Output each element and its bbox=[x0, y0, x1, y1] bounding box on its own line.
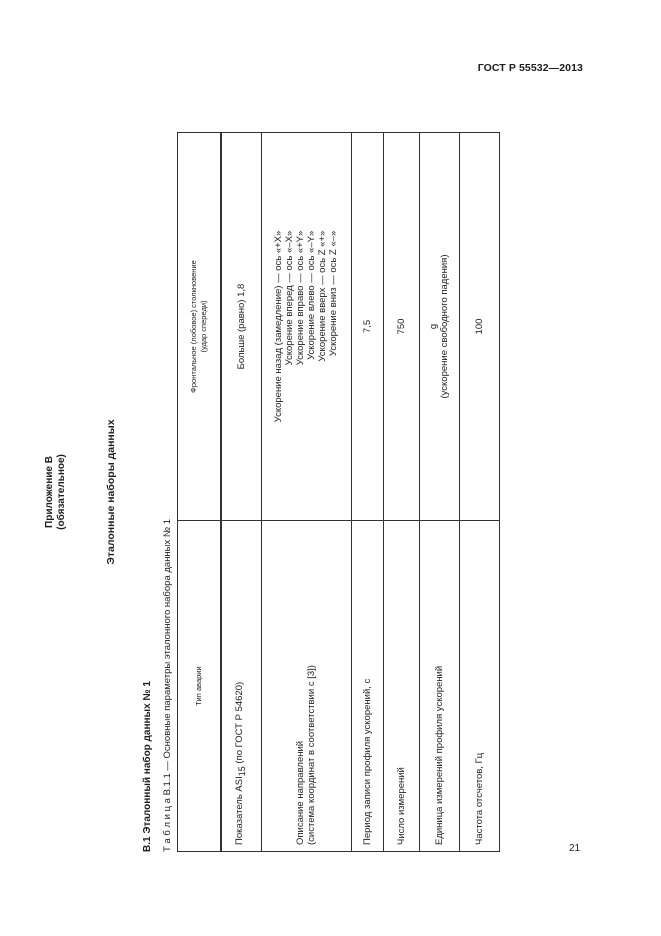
unit-label: Единица измерений профиля ускорений bbox=[433, 665, 445, 845]
table-row bbox=[383, 133, 419, 852]
unit-value-line1: g bbox=[428, 323, 439, 330]
direction-item: Ускорение вниз — ось Z «–» bbox=[328, 230, 339, 357]
direction-item: Ускорение влево — ось «–Y» bbox=[306, 230, 317, 360]
header-value-line2: (удар спереди) bbox=[199, 300, 208, 353]
section-title: Эталонные наборы данных bbox=[105, 419, 117, 565]
directions-list bbox=[273, 231, 339, 423]
asi-label-cell bbox=[221, 521, 261, 852]
table-row bbox=[261, 133, 351, 852]
period-label: Период записи профиля ускорений, с bbox=[361, 678, 373, 845]
header-label: Тип аварии bbox=[194, 666, 203, 706]
subsection-title: В.1 Эталонный набор данных № 1 bbox=[142, 681, 153, 852]
parameters-table bbox=[177, 132, 500, 852]
period-label-cell bbox=[351, 521, 383, 852]
direction-item: Ускорение вверх — ось Z «+» bbox=[317, 230, 328, 362]
direction-item: Ускорение назад (замедление) — ось «+X» bbox=[273, 230, 284, 423]
directions-label-line1: Описание направлений bbox=[295, 740, 306, 845]
period-value-cell bbox=[351, 133, 383, 521]
freq-label-cell bbox=[459, 521, 499, 852]
table-row bbox=[221, 133, 261, 852]
directions-label-cell bbox=[261, 521, 351, 852]
asi-value-cell bbox=[221, 133, 261, 521]
unit-value-cell bbox=[419, 133, 459, 521]
table-row bbox=[351, 133, 383, 852]
unit-label-cell bbox=[419, 521, 459, 852]
appendix-status: (обязательное) bbox=[56, 454, 67, 530]
page-number: 21 bbox=[569, 843, 581, 854]
freq-value: 100 bbox=[473, 318, 485, 335]
table-header-row bbox=[178, 133, 222, 852]
header-label-cell bbox=[178, 521, 222, 852]
freq-value-cell bbox=[459, 133, 499, 521]
asi-label-suffix: (по ГОСТ Р 54620) bbox=[234, 681, 246, 767]
asi-label-prefix: Показатель ASI bbox=[234, 776, 246, 845]
appendix-heading bbox=[44, 132, 68, 852]
asi-value: Больше (равно) 1,8 bbox=[235, 283, 247, 370]
directions-value-cell bbox=[261, 133, 351, 521]
table-row bbox=[419, 133, 459, 852]
rotated-content bbox=[44, 132, 514, 852]
table-caption: Т а б л и ц а В.1.1 — Основные параметры эталонного набора данных № 1 bbox=[162, 518, 173, 852]
freq-label: Частота отсчетов, Гц bbox=[473, 752, 485, 845]
unit-value-line2: (ускорение свободного падения) bbox=[439, 254, 450, 399]
count-value-cell bbox=[383, 133, 419, 521]
count-label: Число измерений bbox=[395, 767, 407, 845]
count-label-cell bbox=[383, 521, 419, 852]
direction-item: Ускорение вправо — ось «+Y» bbox=[295, 230, 306, 366]
count-value: 750 bbox=[395, 318, 407, 335]
direction-item: Ускорение вперед — ось «–X» bbox=[284, 230, 295, 366]
asi-label-sub: 15 bbox=[237, 766, 248, 777]
header-value-cell bbox=[178, 133, 222, 521]
document-code: ГОСТ Р 55532—2013 bbox=[477, 62, 583, 74]
table-row bbox=[459, 133, 499, 852]
appendix-title: Приложение В bbox=[44, 456, 55, 528]
period-value: 7,5 bbox=[361, 319, 373, 334]
directions-label-line2: (система координат в соответствии с [3]) bbox=[306, 665, 317, 845]
header-value-line1: Фронтальное (лобовое) столкновение bbox=[189, 260, 198, 393]
